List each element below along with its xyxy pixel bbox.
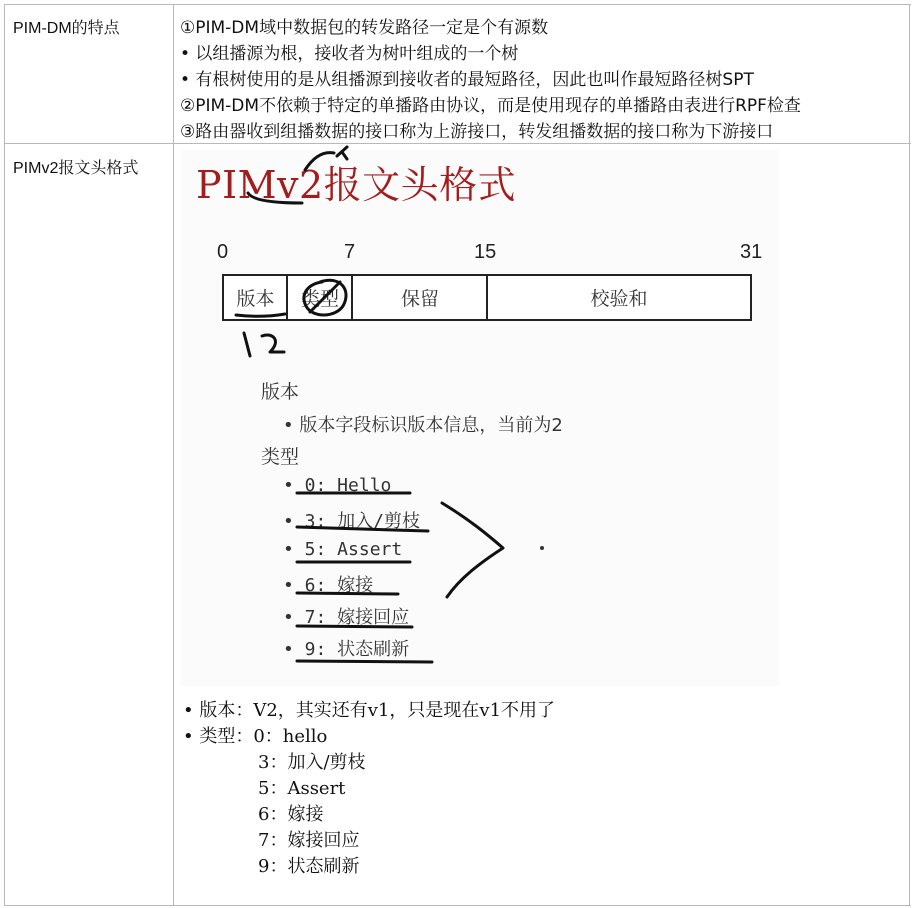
- field-reserved: 保留: [400, 288, 439, 310]
- title-mark-stroke: [305, 153, 334, 170]
- note-type-line: 5：Assert: [258, 778, 346, 799]
- row2-label: PIMv2报文头格式: [13, 160, 139, 177]
- type-item: • 6: 嫁接: [283, 575, 374, 596]
- note-type-line: 6：嫁接: [258, 804, 324, 825]
- type-underline-stroke: [297, 661, 432, 662]
- bit-label-0: 0: [217, 241, 229, 263]
- note-type-line: 9：状态刷新: [258, 856, 360, 877]
- row1-line-3: • 有根树使用的是从组播源到接收者的最短路径，因此也叫作最短路径树SPT: [180, 70, 754, 90]
- note-type-prefix: • 类型：0：hello: [183, 726, 328, 747]
- title-underline-stroke: [248, 193, 302, 203]
- v2-handwriting: [244, 333, 284, 356]
- note-version-line: • 版本：V2，其实还有v1，只是现在v1不用了: [183, 700, 556, 721]
- note-type-line: 7：嫁接回应: [258, 830, 360, 851]
- type-item: • 0: Hello: [283, 475, 392, 496]
- type-item: • 5: Assert: [283, 539, 403, 560]
- image-title: PIMv2报文头格式: [196, 163, 517, 207]
- version-bullet: • 版本字段标识版本信息，当前为2: [283, 415, 563, 436]
- title-plus-stroke: [337, 147, 347, 159]
- row1-line-2: • 以组播源为根，接收者为树叶组成的一个树: [180, 44, 519, 64]
- type-item: • 7: 嫁接回应: [283, 607, 410, 628]
- row1-label: PIM-DM的特点: [13, 20, 120, 37]
- field-version: 版本: [236, 288, 275, 310]
- row1-line-1: ①PIM-DM域中数据包的转发路径一定是个有源数: [180, 18, 549, 38]
- type-underline-stroke: [297, 527, 428, 531]
- type-underline-stroke: [297, 626, 412, 627]
- row1-line-5: ③路由器收到组播数据的接口称为上游接口，转发组播数据的接口称为下游接口: [180, 122, 774, 142]
- version-heading: 版本: [261, 381, 300, 403]
- type-underline-stroke: [297, 593, 398, 594]
- field-type: 类型: [300, 288, 339, 310]
- type-heading: 类型: [261, 446, 300, 468]
- field-checksum: 校验和: [590, 288, 648, 310]
- row1-line-4: ②PIM-DM不依赖于特定的单播路由协议，而是使用现存的单播路由表进行RPF检查: [180, 96, 801, 116]
- type-slash-stroke: [310, 282, 340, 312]
- brace-stroke: [442, 503, 503, 597]
- note-type-line: 3：加入/剪枝: [258, 752, 366, 773]
- bit-label-7: 7: [344, 241, 356, 263]
- type-item: • 9: 状态刷新: [283, 639, 410, 660]
- type-item: • 3: 加入/剪枝: [283, 511, 421, 532]
- bit-label-31: 31: [740, 241, 763, 263]
- dot-mark: [540, 546, 544, 550]
- bit-label-15: 15: [474, 241, 497, 263]
- version-underline-stroke: [236, 314, 285, 316]
